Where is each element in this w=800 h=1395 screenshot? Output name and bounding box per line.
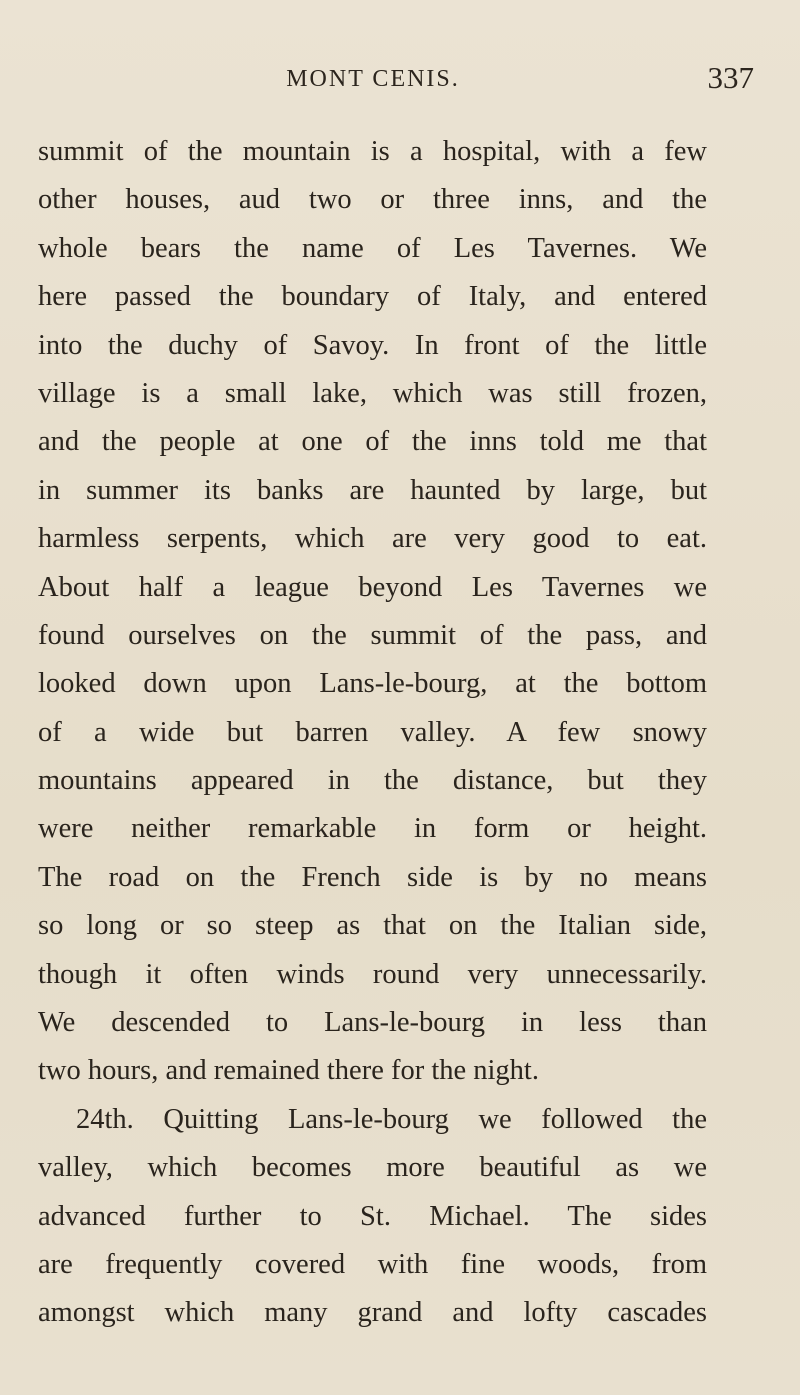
text-line: whole bears the name of Les Tavernes. We xyxy=(38,232,707,264)
text-line: so long or so steep as that on the Italian side, xyxy=(38,910,707,942)
text-line: summit of the mountain is a hospital, with a few xyxy=(38,136,707,167)
text-line: and the people at one of the inns told me that xyxy=(38,426,707,458)
text-line: valley, which becomes more beautiful as we xyxy=(38,1152,707,1184)
text-line: other houses, aud two or three inns, and the xyxy=(38,184,707,216)
text-line: harmless serpents, which are very good to eat. xyxy=(38,523,707,555)
text-line: looked down upon Lans-le-bourg, at the bottom xyxy=(38,668,707,700)
text-line: though it often winds round very unnecessarily. xyxy=(38,958,707,990)
text-line: in summer its banks are haunted by large, but xyxy=(38,474,707,506)
running-title: MONT CENIS. xyxy=(286,66,460,92)
text-line: amongst which many grand and lofty cascades xyxy=(38,1297,707,1329)
text-line: 24th. Quitting Lans-le-bourg we followed the xyxy=(76,1103,707,1135)
text-line: We descended to Lans-le-bourg in less than xyxy=(38,1007,707,1039)
body-text xyxy=(38,128,707,1338)
text-line: The road on the French side is by no means xyxy=(38,861,707,893)
text-line: found ourselves on the summit of the pass, and xyxy=(38,619,707,651)
text-line: village is a small lake, which was still frozen, xyxy=(38,377,707,409)
text-line: two hours, and remained there for the night. xyxy=(38,1055,539,1087)
text-line: are frequently covered with fine woods, from xyxy=(38,1248,707,1280)
text-line: mountains appeared in the distance, but they xyxy=(38,765,707,797)
running-head xyxy=(38,58,754,98)
text-line: were neither remarkable in form or height. xyxy=(38,813,707,845)
text-line: into the duchy of Savoy. In front of the little xyxy=(38,329,707,361)
text-line: of a wide but barren valley. A few snowy xyxy=(38,716,707,748)
text-line: advanced further to St. Michael. The sides xyxy=(38,1200,707,1232)
text-line: here passed the boundary of Italy, and entered xyxy=(38,281,707,313)
page-number: 337 xyxy=(707,60,754,95)
text-line: About half a league beyond Les Tavernes we xyxy=(38,571,707,603)
